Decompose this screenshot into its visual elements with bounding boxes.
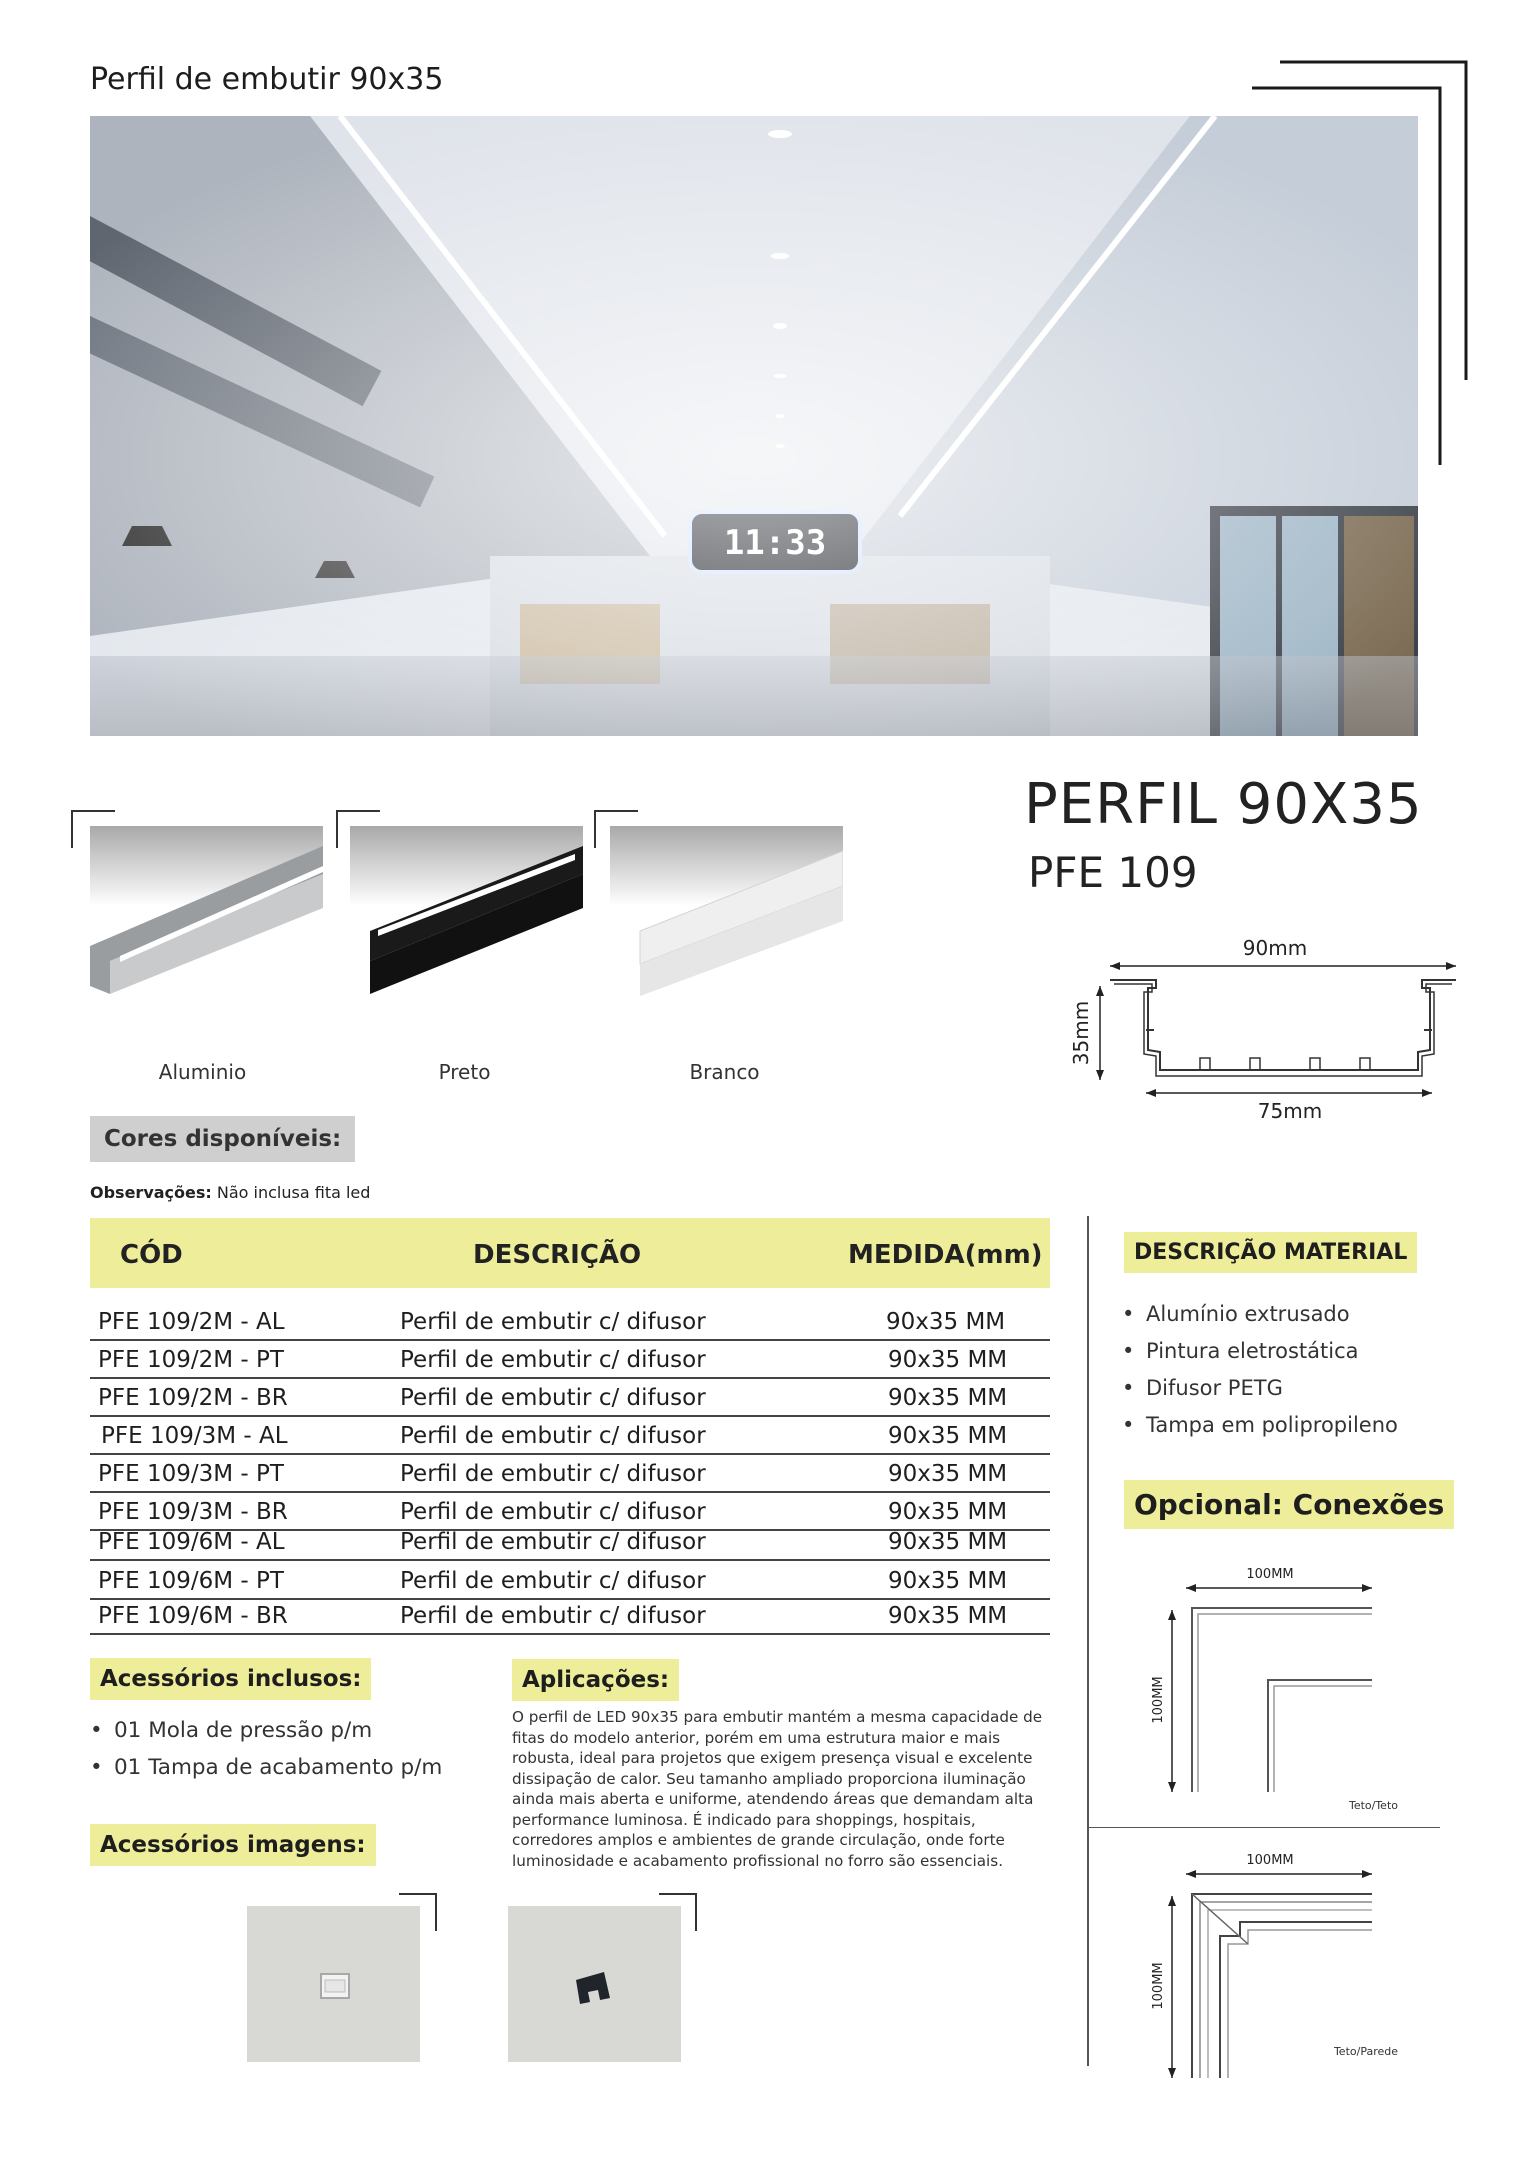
column-divider [1087, 1216, 1089, 2066]
cell-desc: Perfil de embutir c/ difusor [400, 1568, 706, 1594]
cell-desc: Perfil de embutir c/ difusor [400, 1603, 706, 1629]
cell-medida: 90x35 MM [888, 1499, 1008, 1525]
cell-medida: 90x35 MM [888, 1461, 1008, 1487]
swatch-preto [350, 826, 583, 1026]
table-header [90, 1218, 1050, 1288]
observations-text: Não inclusa fita led [216, 1183, 371, 1202]
accessories-title: Acessórios inclusos: [90, 1658, 371, 1700]
cell-desc: Perfil de embutir c/ difusor [400, 1385, 706, 1411]
swatch-label-aluminio: Aluminio [158, 1060, 247, 1084]
cell-desc: Perfil de embutir c/ difusor [400, 1499, 706, 1525]
cell-cod: PFE 109/6M - PT [98, 1568, 284, 1594]
cell-medida: 90x35 MM [888, 1568, 1008, 1594]
cell-medida: 90x35 MM [888, 1423, 1008, 1449]
cell-medida: 90x35 MM [888, 1529, 1008, 1555]
cell-desc: Perfil de embutir c/ difusor [400, 1347, 706, 1373]
cell-medida: 90x35 MM [888, 1385, 1008, 1411]
conn2-height: 100MM [1151, 1962, 1166, 2010]
dim-width-top: 90mm [1242, 936, 1308, 960]
cell-desc: Perfil de embutir c/ difusor [400, 1309, 706, 1335]
cell-cod: PFE 109/2M - BR [98, 1385, 288, 1411]
accessories-list [90, 1718, 442, 1792]
cell-cod: PFE 109/3M - BR [98, 1499, 288, 1525]
dim-height: 35mm [1070, 1000, 1093, 1066]
hero-image [90, 116, 1418, 736]
right-divider [1088, 1827, 1440, 1828]
accessory-image-mola [247, 1906, 420, 2062]
swatch-label-branco: Branco [689, 1060, 760, 1084]
table-row [90, 1596, 1050, 1635]
cell-desc: Perfil de embutir c/ difusor [400, 1529, 706, 1555]
table-row [90, 1561, 1050, 1600]
th-descricao: DESCRIÇÃO [473, 1240, 642, 1270]
cell-desc: Perfil de embutir c/ difusor [400, 1461, 706, 1487]
observations [90, 1183, 370, 1202]
material-item: • Tampa em polipropileno [1122, 1413, 1398, 1437]
table-row [90, 1454, 1050, 1493]
cell-desc: Perfil de embutir c/ difusor [400, 1423, 706, 1449]
swatch-branco [610, 826, 843, 1026]
table-row [90, 1378, 1050, 1417]
swatch-label-preto: Preto [438, 1060, 491, 1084]
accessory-item: • 01 Tampa de acabamento p/m [90, 1755, 442, 1780]
accessories-images-title: Acessórios imagens: [90, 1824, 376, 1866]
th-medida: MEDIDA(mm) [848, 1240, 1043, 1270]
conn2-caption: Teto/Parede [1333, 2045, 1398, 2058]
dim-width-bottom: 75mm [1257, 1099, 1323, 1123]
accessory-image-tampa [508, 1906, 681, 2062]
cell-medida: 90x35 MM [888, 1347, 1008, 1373]
connection-teto-parede [1140, 1846, 1410, 2106]
table-row [90, 1525, 1050, 1561]
th-cod: CÓD [120, 1240, 183, 1270]
cell-cod: PFE 109/6M - AL [98, 1529, 285, 1555]
cell-cod: PFE 109/3M - PT [98, 1461, 284, 1487]
cell-cod: PFE 109/2M - PT [98, 1347, 284, 1373]
cell-medida: 90x35 MM [888, 1603, 1008, 1629]
conn1-height: 100MM [1151, 1676, 1166, 1724]
table-row [90, 1340, 1050, 1379]
connection-teto-teto [1140, 1560, 1410, 1820]
colors-tag: Cores disponíveis: [90, 1116, 355, 1162]
material-item: • Pintura eletrostática [1122, 1339, 1398, 1363]
cell-cod: PFE 109/6M - BR [98, 1603, 288, 1629]
cell-cod: PFE 109/3M - AL [101, 1423, 288, 1449]
accessory-item: • 01 Mola de pressão p/m [90, 1718, 442, 1743]
conn1-caption: Teto/Teto [1348, 1799, 1398, 1812]
product-title: PERFIL 90X35 [1024, 772, 1423, 837]
product-code: PFE 109 [1028, 848, 1198, 897]
page-title: Perfil de embutir 90x35 [90, 62, 444, 97]
profile-diagram [1070, 930, 1470, 1130]
cell-medida: 90x35 MM [886, 1309, 1006, 1335]
material-item: • Alumínio extrusado [1122, 1302, 1398, 1326]
optional-title: Opcional: Conexões [1124, 1480, 1454, 1529]
cell-cod: PFE 109/2M - AL [98, 1309, 285, 1335]
material-item: • Difusor PETG [1122, 1376, 1398, 1400]
conn2-width: 100MM [1246, 1853, 1294, 1868]
material-title: DESCRIÇÃO MATERIAL [1124, 1232, 1417, 1273]
material-list [1122, 1302, 1398, 1450]
conn1-width: 100MM [1246, 1567, 1294, 1582]
applications-text: O perfil de LED 90x35 para embutir mantém a mesma capacidade de fitas do modelo anterior, porém em uma estrutura maior e mais robusta, ideal para projetos que exigem presença visual e excelente dissipação de calor. Seu tamanho ampliado proporciona iluminação ainda mais aberta e uniforme, atendendo áreas que demandam alta performance luminosa. É indicado para shoppings, hospitais, corredores amplos e ambientes de grande circulação, onde forte luminosidade e acabamento profissional no forro são essenciais. [512, 1708, 1043, 1870]
observations-label: Observações: [90, 1183, 212, 1202]
applications-title: Aplicações: [512, 1659, 679, 1701]
table-row [90, 1302, 1050, 1341]
table-row [90, 1416, 1050, 1455]
swatch-aluminio [90, 826, 323, 1026]
